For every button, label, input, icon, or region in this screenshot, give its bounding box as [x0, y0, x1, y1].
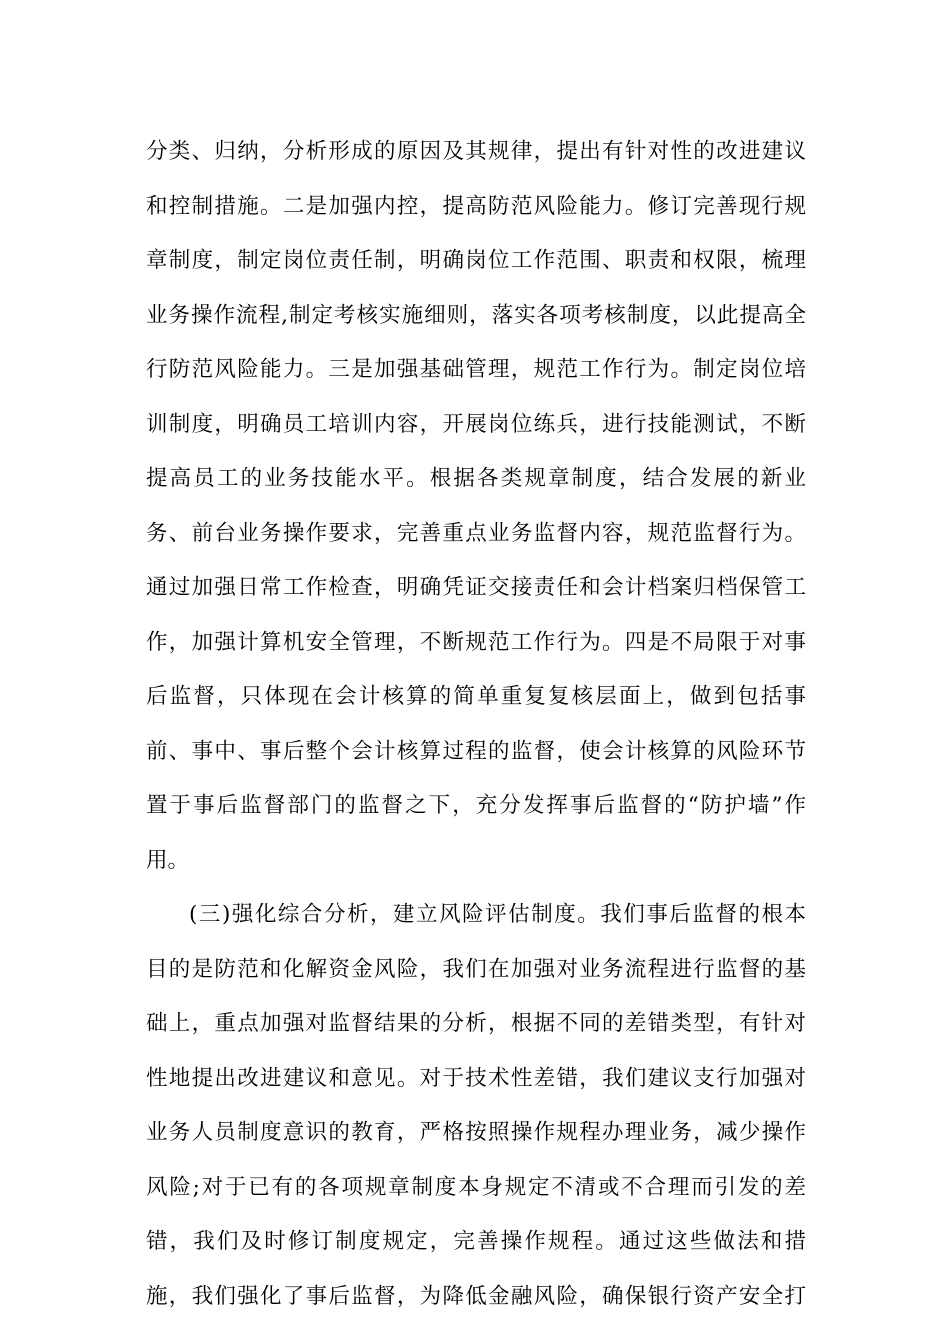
- paragraph-start-line: (三)强化综合分析，建立风险评估制度。我们事后监督的根本: [189, 902, 806, 927]
- text-line: 提高员工的业务技能水平。根据各类规章制度，结合发展的新业: [146, 466, 806, 491]
- text-line: 业务操作流程,制定考核实施细则，落实各项考核制度，以此提高全: [146, 302, 806, 328]
- text-line: 础上，重点加强对监督结果的分析，根据不同的差错类型，有针对: [146, 1011, 806, 1036]
- text-line: 后监督，只体现在会计核算的简单重复复核层面上，做到包括事: [146, 684, 806, 709]
- text-line: 务、前台业务操作要求，完善重点业务监督内容，规范监督行为。: [146, 520, 806, 546]
- body-text: [146, 125, 806, 1324]
- text-line: 通过加强日常工作检查，明确凭证交接责任和会计档案归档保管工: [146, 575, 806, 600]
- text-line: 作，加强计算机安全管理，不断规范工作行为。四是不局限于对事: [146, 629, 806, 655]
- text-line: 和控制措施。二是加强内控，提高防范风险能力。修订完善现行规: [146, 193, 806, 219]
- text-line: 训制度，明确员工培训内容，开展岗位练兵，进行技能测试，不断: [146, 411, 806, 437]
- text-line: 业务人员制度意识的教育，严格按照操作规程办理业务，减少操作: [146, 1120, 806, 1145]
- text-line: 错，我们及时修订制度规定，完善操作规程。通过这些做法和措: [146, 1229, 806, 1254]
- text-line: 目的是防范和化解资金风险，我们在加强对业务流程进行监督的基: [146, 956, 806, 982]
- paragraph-end-line: 用。: [146, 847, 190, 873]
- text-line: 性地提出改进建议和意见。对于技术性差错，我们建议支行加强对: [146, 1065, 806, 1091]
- text-line: 风险;对于已有的各项规章制度本身规定不清或不合理而引发的差: [146, 1174, 806, 1200]
- text-line: 施，我们强化了事后监督，为降低金融风险，确保银行资产安全打: [146, 1283, 806, 1309]
- text-line: 置于事后监督部门的监督之下，充分发挥事后监督的“防护墙”作: [146, 793, 806, 818]
- text-line: 行防范风险能力。三是加强基础管理，规范工作行为。制定岗位培: [146, 357, 806, 382]
- text-line: 前、事中、事后整个会计核算过程的监督，使会计核算的风险环节: [146, 738, 806, 764]
- text-line: 章制度，制定岗位责任制，明确岗位工作范围、职责和权限，梳理: [146, 248, 806, 273]
- text-line: 分类、归纳，分析形成的原因及其规律，提出有针对性的改进建议: [146, 139, 806, 164]
